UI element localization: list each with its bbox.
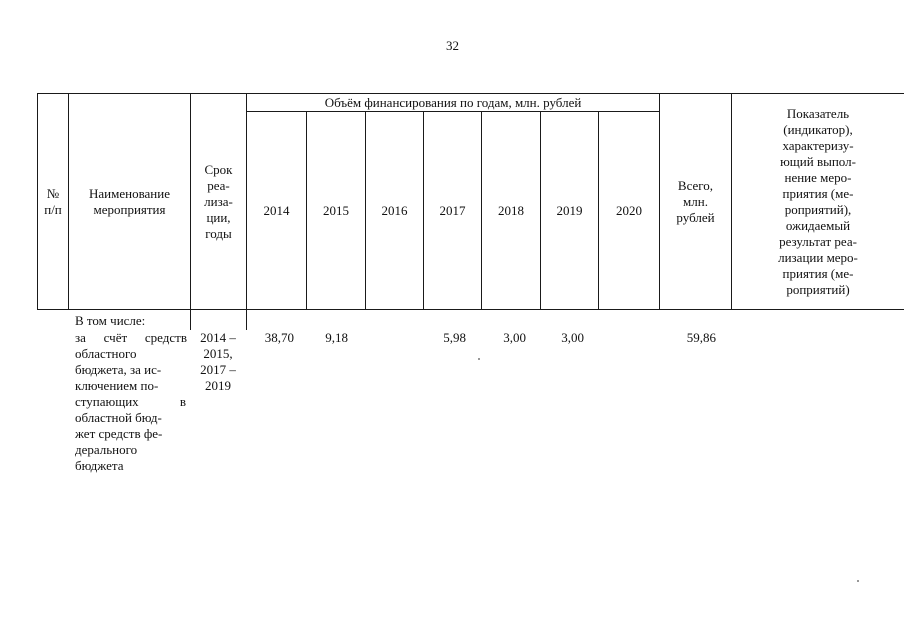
header-number-line-1: № bbox=[46, 185, 60, 201]
row-term-cell bbox=[192, 330, 244, 394]
row-name-line-6: областной бюд- bbox=[75, 410, 162, 425]
header-name bbox=[69, 94, 190, 309]
header-indicator-line-12: роприятий) bbox=[786, 281, 850, 297]
row-name-line-8: дерального bbox=[75, 442, 138, 457]
header-indicator-line-10: лизации меро- bbox=[778, 249, 858, 265]
header-total-line-2: млн. bbox=[683, 193, 708, 209]
word: за bbox=[75, 330, 86, 345]
header-number-line-2: п/п bbox=[44, 201, 62, 217]
header-number bbox=[38, 94, 68, 309]
header-funding-group: Объём финансирования по годам, млн. рублей bbox=[324, 94, 582, 110]
header-year-2016: 2016 bbox=[381, 202, 408, 218]
row-border-name bbox=[190, 309, 191, 330]
row-name-line-9: бюджета bbox=[75, 458, 124, 473]
row-name-line-2: областного bbox=[75, 346, 137, 361]
row-name-cell bbox=[75, 330, 187, 474]
scan-speck bbox=[478, 358, 480, 360]
word: счёт bbox=[103, 330, 128, 345]
header-total bbox=[660, 94, 731, 309]
value-2015: 9,18 bbox=[325, 330, 348, 345]
header-bottom-border bbox=[37, 309, 904, 310]
header-year-2018: 2018 bbox=[498, 202, 524, 218]
header-indicator-line-8: ожидаемый bbox=[785, 217, 851, 233]
header-name-line-2: мероприятия bbox=[93, 201, 166, 217]
header-total-line-1: Всего, bbox=[677, 177, 714, 193]
header-indicator-line-2: (индикатор), bbox=[783, 121, 853, 137]
scan-speck bbox=[857, 580, 859, 582]
row-name-line-4: ключением по- bbox=[75, 378, 159, 393]
page-number: 32 bbox=[446, 38, 459, 53]
value-2019: 3,00 bbox=[561, 330, 584, 345]
header-indicator-line-4: ющий выпол- bbox=[780, 153, 856, 169]
value-2017: 5,98 bbox=[443, 330, 466, 345]
header-indicator-line-6: приятия (ме- bbox=[782, 185, 854, 201]
value-2018: 3,00 bbox=[503, 330, 526, 345]
value-2014: 38,70 bbox=[264, 330, 294, 345]
value-total: 59,86 bbox=[686, 330, 716, 345]
header-year-2015: 2015 bbox=[323, 202, 349, 218]
row-name-line-1 bbox=[75, 330, 187, 346]
row-term-line-3: 2017 – bbox=[200, 362, 236, 377]
row-term-line-1: 2014 – bbox=[200, 330, 236, 345]
header-indicator-line-1: Показатель bbox=[786, 105, 850, 121]
word: средств bbox=[144, 330, 187, 345]
header-year-2014: 2014 bbox=[263, 202, 290, 218]
header-term-line-1: Срок bbox=[204, 161, 233, 177]
header-term-line-4: ции, bbox=[206, 209, 231, 225]
header-indicator-line-9: результат реа- bbox=[779, 233, 857, 249]
header-year-2020: 2020 bbox=[616, 202, 642, 218]
header-indicator bbox=[732, 94, 904, 309]
header-name-line-1: Наименование bbox=[89, 185, 170, 201]
row-term-line-4: 2019 bbox=[205, 378, 231, 393]
header-term-line-5: годы bbox=[205, 225, 232, 241]
header-year-2019: 2019 bbox=[556, 202, 583, 218]
row-name-intro: В том числе: bbox=[75, 313, 146, 328]
row-term-line-2: 2015, bbox=[203, 346, 233, 361]
header-indicator-line-11: приятия (ме- bbox=[782, 265, 854, 281]
header-indicator-line-5: нение меро- bbox=[784, 169, 852, 185]
header-term-line-3: лиза- bbox=[204, 193, 233, 209]
header-year-2017: 2017 bbox=[439, 202, 466, 218]
header-indicator-line-3: характеризу- bbox=[782, 137, 854, 153]
header-indicator-line-7: роприятий), bbox=[784, 201, 852, 217]
header-term-line-2: реа- bbox=[207, 177, 230, 193]
header-total-line-3: рублей bbox=[676, 209, 715, 225]
row-name-line-7: жет средств фе- bbox=[75, 426, 163, 441]
row-name-line-3: бюджета, за ис- bbox=[75, 362, 162, 377]
row-name-line-5: ступающих в bbox=[75, 394, 187, 409]
row-border-term bbox=[246, 309, 247, 330]
header-term bbox=[191, 94, 246, 309]
